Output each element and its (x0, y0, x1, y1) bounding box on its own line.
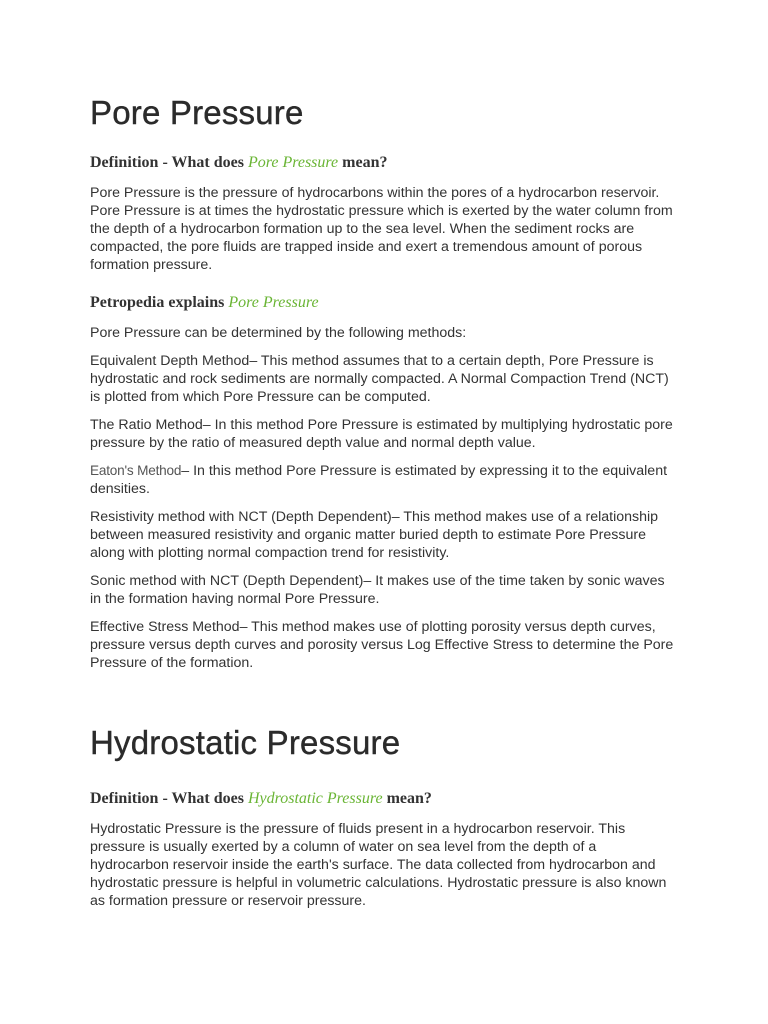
method-equivalent-depth: Equivalent Depth Method– This method assumes that to a certain depth, Pore Pressure is hydrostatic and rock sediments are normally compacted. A Normal Compaction Trend (NCT) is plotted from which Pore Pressure can be computed. (90, 353, 669, 405)
method-eaton (90, 462, 678, 498)
method-sonic: Sonic method with NCT (Depth Dependent)– It makes use of the time taken by sonic waves in the formation having normal Pore Pressure. (90, 573, 665, 607)
definition-term-link[interactable]: Pore Pressure (247, 154, 339, 171)
definition-heading-2 (90, 789, 678, 809)
eaton-method-label: Eaton's Method (90, 463, 182, 478)
explains-heading (90, 293, 678, 313)
section-title-hydrostatic-pressure: Hydrostatic Pressure (90, 724, 401, 761)
method-ratio: The Ratio Method– In this method Pore Pressure is estimated by multiplying hydrostatic pore pressure by the ratio of measured depth value and normal depth value. (90, 417, 673, 451)
definition-paragraph-2: Hydrostatic Pressure is the pressure of fluids present in a hydrocarbon reservoir. This pressure is usually exerted by a column of water on sea level from the depth of a hydrocarbon reservoir inside the earth's surface. The data collected from hydrocarbon and hydrostatic pressure is helpful in volumetric calculations. Hydrostatic pressure is also known as formation pressure or reservoir pressure. (90, 821, 667, 909)
definition-suffix-2: mean? (382, 790, 432, 807)
definition-paragraph: Pore Pressure is the pressure of hydrocarbons within the pores of a hydrocarbon reservoir. Pore Pressure is at times the hydrostatic pressure which is exerted by the water column from the depth of a hydrocarbon formation up to the sea level. When the sediment rocks are compacted, the pore fluids are trapped inside and exert a tremendous amount of porous formation pressure. (90, 185, 673, 273)
definition-heading (90, 153, 678, 173)
eaton-method-text: – In this method Pore Pressure is estimated by expressing it to the equivalent densities. (90, 463, 668, 497)
method-resistivity: Resistivity method with NCT (Depth Dependent)– This method makes use of a relationship between measured resistivity and organic matter buried depth to estimate Pore Pressure along with plotting normal compaction trend for resistivity. (90, 509, 659, 561)
definition-prefix: Definition - What does (90, 154, 248, 171)
method-effective-stress: Effective Stress Method– This method makes use of plotting porosity versus depth curves, pressure versus depth curves and porosity versus Log Effective Stress to determine the Pore Pressure of the formation. (90, 619, 674, 671)
methods-intro: Pore Pressure can be determined by the following methods: (90, 325, 467, 341)
explains-term-link[interactable]: Pore Pressure (228, 294, 319, 311)
section-title-pore-pressure: Pore Pressure (90, 94, 304, 131)
definition-term-link-2[interactable]: Hydrostatic Pressure (247, 790, 383, 807)
definition-suffix: mean? (338, 154, 388, 171)
definition-prefix-2: Definition - What does (90, 790, 248, 807)
explains-prefix: Petropedia explains (90, 294, 229, 311)
